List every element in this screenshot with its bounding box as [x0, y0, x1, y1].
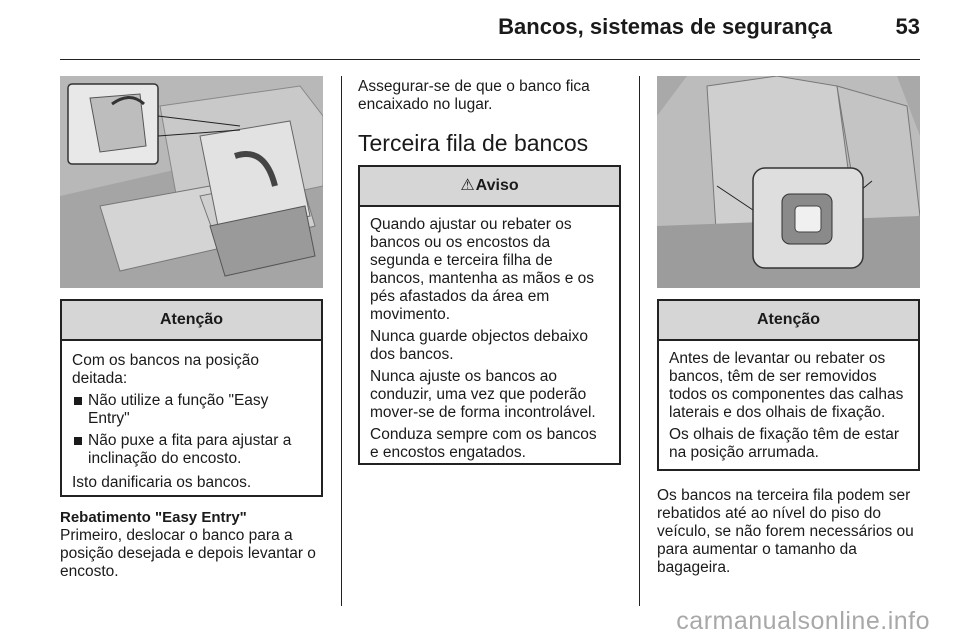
cargo-area-illustration: [657, 76, 920, 288]
attention-box-1-title: Atenção: [62, 301, 321, 341]
seat-folding-illustration: [60, 76, 323, 288]
page-header-title: Bancos, sistemas de segurança: [498, 14, 832, 39]
warning-paragraph: Quando ajustar ou rebater os bancos ou os encostos da segunda e terceira filha de bancos, mantenha as mãos e os pés afastados da área em movimento.: [370, 216, 595, 323]
attention-box-2-paragraph: Os olhais de fixação têm de estar na posição arrumada.: [669, 426, 900, 461]
column-divider-1: [341, 76, 342, 606]
warning-paragraph: Nunca ajuste os bancos ao conduzir, uma vez que poderão mover-se de forma incontrolável.: [370, 368, 596, 421]
attention-box-1-outro: Isto danificaria os bancos.: [72, 474, 252, 491]
column-1: [60, 76, 323, 581]
header-rule: [60, 59, 920, 60]
attention-box-2: [657, 299, 920, 471]
page-number: 53: [895, 14, 920, 39]
column-2: [358, 78, 621, 465]
attention-bullet-2: Não puxe a fita para ajustar a inclinação do encosto.: [72, 432, 311, 468]
warning-paragraph: Conduza sempre com os bancos e encostos engatados.: [370, 426, 597, 461]
easy-entry-subheading: Rebatimento "Easy Entry": [60, 509, 247, 526]
warning-box-header: [360, 167, 619, 207]
bullet-square-icon: [74, 437, 82, 445]
column-divider-2: [639, 76, 640, 606]
bullet-square-icon: [74, 397, 82, 405]
third-row-fold-paragraph: Os bancos na terceira fila podem ser rebatidos até ao nível do piso do veículo, se não forem necessários ou para aumentar o tamanho da bagageira.: [657, 487, 914, 576]
attention-box-2-paragraph: Antes de levantar ou rebater os bancos, têm de ser removidos todos os componentes das calhas laterais e dos olhais de fixação.: [669, 350, 904, 421]
warning-triangle-icon: ⚠: [460, 177, 475, 194]
attention-box-1-intro: Com os bancos na posição deitada:: [72, 352, 259, 387]
section-title-third-row: Terceira fila de bancos: [358, 130, 589, 156]
warning-paragraph: Nunca guarde objectos debaixo dos bancos.: [370, 328, 589, 363]
seat-locked-paragraph: Assegurar-se de que o banco fica encaixado no lugar.: [358, 78, 590, 113]
warning-box: [358, 165, 621, 465]
column-3: [657, 76, 920, 577]
watermark-text: carmanualsonline.info: [676, 607, 930, 635]
attention-bullet-1: Não utilize a função "Easy Entry": [72, 392, 311, 428]
attention-box-2-title: Atenção: [659, 301, 918, 341]
attention-box-1: [60, 299, 323, 497]
easy-entry-paragraph: Primeiro, deslocar o banco para a posição desejada e depois levantar o encosto.: [60, 527, 316, 580]
warning-box-title: Aviso: [475, 177, 519, 194]
